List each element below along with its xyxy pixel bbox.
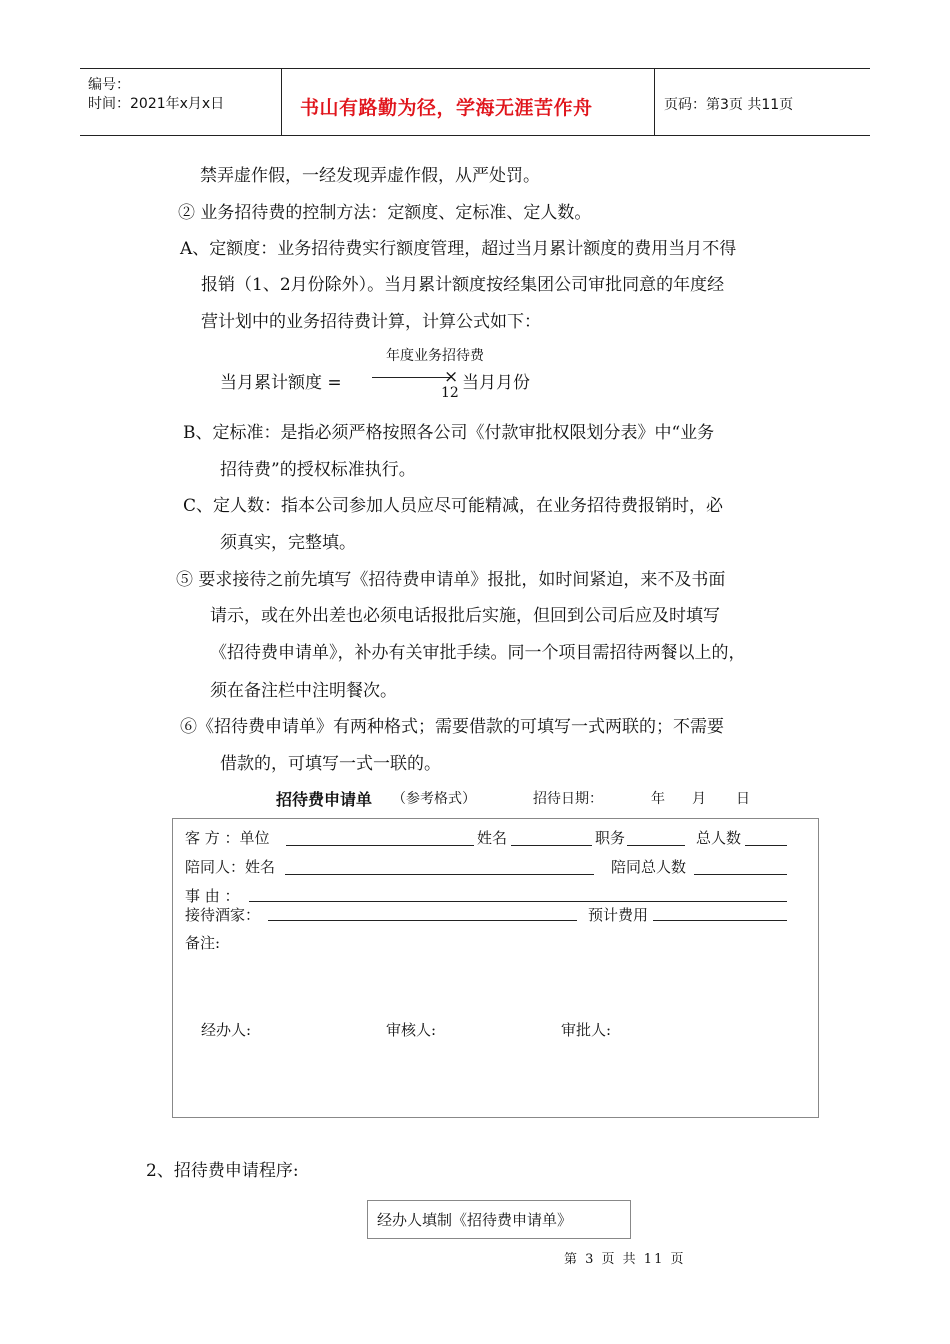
form-name-label: 姓名 (477, 829, 508, 847)
form-companion-label: 陪同人：姓名 (185, 858, 276, 876)
paragraph-line: ⑥《招待费申请单》有两种格式；需要借款的可填写一式两联的；不需要 (180, 717, 724, 737)
companion-name-field[interactable] (285, 874, 594, 875)
form-date-day: 日 (736, 791, 750, 807)
companion-total-field[interactable] (694, 874, 787, 875)
paragraph-line: 借款的，可填写一式一联的。 (220, 754, 441, 774)
paragraph-line: 报销（1、2月份除外）。当月累计额度按经集团公司审批同意的年度经 (201, 275, 725, 295)
guest-position-field[interactable] (627, 845, 685, 846)
paragraph-line: 须真实，完整填。 (220, 533, 356, 553)
formula-numerator: 年度业务招待费 (386, 348, 484, 364)
form-title: 招待费申请单 (276, 790, 373, 809)
section2-heading: 2、招待费申请程序: (146, 1161, 299, 1181)
form-reason-label: 事 由 ： (185, 887, 240, 905)
form-title-note: （参考格式） (392, 791, 476, 807)
form-position-label: 职务 (595, 829, 626, 847)
form-hotel-label: 接待酒家： (185, 906, 261, 924)
page-footer: 第 3 页 共 11 页 (564, 1252, 686, 1267)
form-companion-total-label: 陪同总人数 (611, 858, 687, 876)
paragraph-line: 须在备注栏中注明餐次。 (210, 681, 397, 701)
paragraph-line: C、定人数：指本公司参加人员应尽可能精减，在业务招待费报销时，必 (183, 496, 724, 516)
paragraph-line: 请示，或在外出差也必须电话报批后实施，但回到公司后应及时填写 (210, 606, 720, 626)
form-date-year: 年 (651, 791, 665, 807)
flow-step-1: 经办人填制《招待费申请单》 (377, 1211, 573, 1229)
hotel-field[interactable] (268, 920, 577, 921)
estimated-cost-field[interactable] (653, 920, 787, 921)
header-motto: 书山有路勤为径，学海无涯苦作舟 (300, 97, 593, 119)
paragraph-line: 禁弄虚作假，一经发现弄虚作假，从严处罚。 (200, 166, 540, 186)
header-time-label: 时间：2021年x月x日 (88, 96, 225, 112)
formula-left: 当月累计额度 = (220, 373, 342, 393)
form-date-label: 招待日期： (533, 791, 603, 807)
header-number-label: 编号： (88, 77, 130, 93)
reason-field[interactable] (249, 901, 787, 902)
guest-unit-field[interactable] (286, 845, 474, 846)
form-remarks-label: 备注: (185, 934, 221, 952)
formula-right: 当月月份 (462, 373, 530, 393)
form-reviewer-label: 审核人: (386, 1021, 437, 1039)
formula-denominator: 12 (441, 385, 459, 401)
guest-name-field[interactable] (511, 845, 592, 846)
form-approver-label: 审批人: (561, 1021, 612, 1039)
paragraph-line: ② 业务招待费的控制方法：定额度、定标准、定人数。 (178, 203, 592, 223)
header-divider-right (654, 68, 655, 136)
form-date-month: 月 (692, 791, 706, 807)
paragraph-line: A、定额度：业务招待费实行额度管理，超过当月累计额度的费用当月不得 (180, 239, 737, 259)
form-guest-label: 客 方 ：单位 (185, 829, 270, 847)
form-estimated-cost-label: 预计费用 (588, 906, 649, 924)
paragraph-line: 《招待费申请单》，补办有关审批手续。同一个项目需招待两餐以上的， (210, 643, 746, 663)
header-divider-left (281, 68, 282, 136)
guest-total-field[interactable] (745, 845, 787, 846)
form-handler-label: 经办人: (201, 1021, 252, 1039)
paragraph-line: 招待费”的授权标准执行。 (220, 460, 416, 480)
formula-times: × (444, 367, 459, 387)
formula-fraction-line (372, 377, 452, 378)
paragraph-line: ⑤ 要求接待之前先填写《招待费申请单》报批，如时间紧迫，来不及书面 (176, 570, 726, 590)
header-bottom-rule (80, 135, 870, 136)
paragraph-line: 营计划中的业务招待费计算，计算公式如下： (201, 312, 541, 332)
paragraph-line: B、定标准：是指必须严格按照各公司《付款审批权限划分表》中“业务 (183, 423, 715, 443)
header-top-rule (80, 68, 870, 69)
header-page-label: 页码：第3页 共11页 (664, 97, 794, 113)
form-total-label: 总人数 (696, 829, 742, 847)
